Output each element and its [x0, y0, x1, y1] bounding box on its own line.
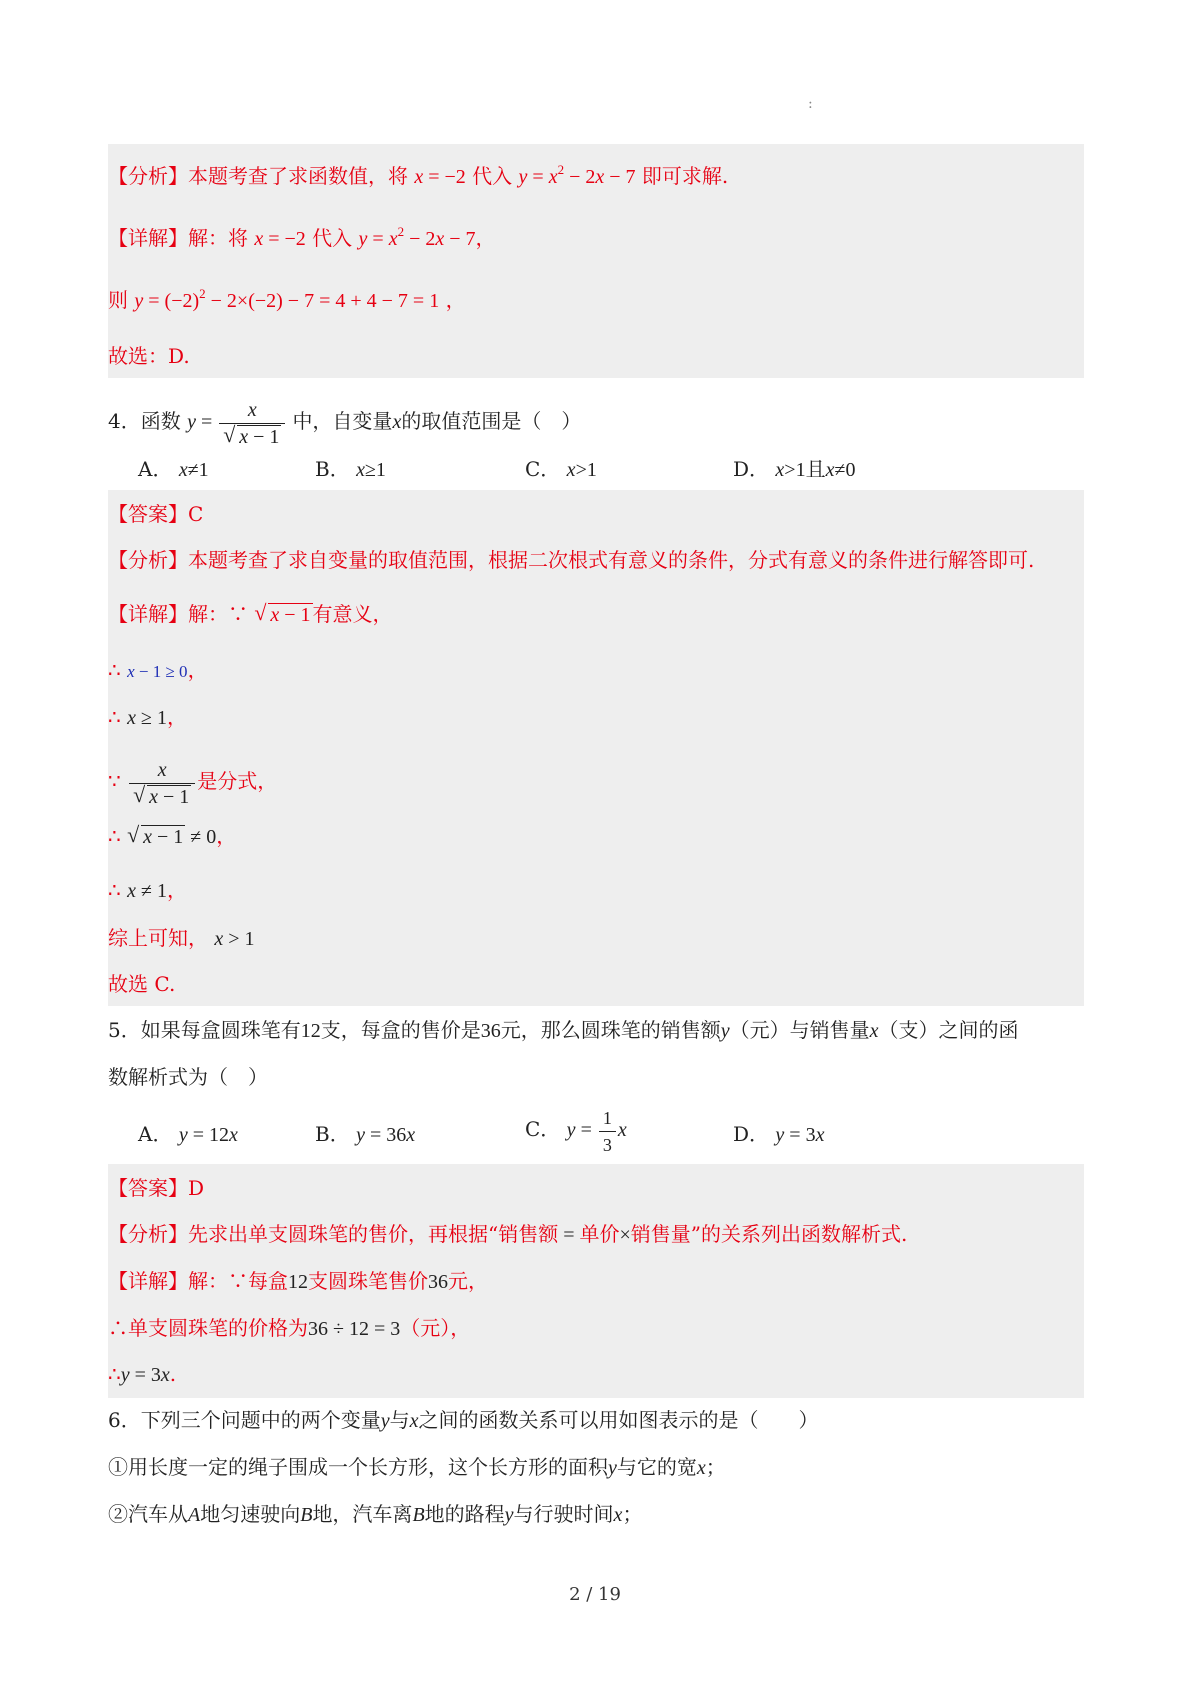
q6-item-2: ②汽车从A地匀速驶向B地，汽车离B地的路程y与行驶时间x；: [108, 1502, 643, 1526]
q4-option-b: B． x≥1: [315, 457, 386, 481]
q4-step-4: ∴ √ x − 1 ≠ 0，: [108, 822, 236, 851]
q5-answer: 【答案】D: [108, 1176, 205, 1200]
q5-stem-line1: 5．如果每盒圆珠笔有12支，每盒的售价是36元，那么圆珠笔的销售额y（元）与销售量x（支）之间的函: [108, 1018, 1019, 1042]
q4-stem: 4．函数 y = x √ x − 1 中，自变量x的取值范围是（ ）: [108, 398, 581, 449]
q4-conclusion: 综上可知， x > 1: [108, 926, 255, 950]
prev-choice-line: 故选：D.: [108, 344, 190, 368]
q5-step-1: ∴单支圆珠笔的价格为36 ÷ 12 = 3（元），: [108, 1316, 471, 1340]
q5-step-2: ∴y = 3x.: [108, 1362, 177, 1386]
q4-step-1: ∴ x − 1 ≥ 0，: [108, 658, 208, 682]
q4-detail: 【详解】解：∵ √ x − 1 有意义，: [108, 600, 393, 629]
q5-stem-line2: 数解析式为（ ）: [108, 1065, 268, 1089]
prev-analysis-line: 【分析】本题考查了求函数值，将 x = −2 代入 $y = x^2 - 2x - 7$ 即可求解.: [108, 162, 729, 188]
q4-answer: 【答案】C: [108, 502, 204, 526]
prev-detail-line: 【详解】解：将 x = −2 代入 $y = x^2 - 2x - 7$，: [108, 224, 496, 250]
q5-option-d: D． y = 3x: [733, 1122, 825, 1146]
q4-step-2: ∴ x ≥ 1，: [108, 705, 187, 729]
q5-detail: 【详解】解：∵每盒12支圆珠笔售价36元，: [108, 1269, 488, 1293]
q4-option-c: C． x>1: [525, 457, 597, 481]
q5-option-c: C． y = $\frac{1}{3}$ x: [525, 1108, 627, 1155]
q4-option-a: A． x≠1: [138, 457, 209, 481]
q5-option-b: B． y = 36x: [315, 1122, 416, 1146]
q6-stem: 6．下列三个问题中的两个变量y与x之间的函数关系可以用如图表示的是（ ）: [108, 1408, 819, 1432]
page-mark: :: [808, 96, 813, 112]
prev-step-line: 则 $y = (-2)^2 - 2\times(-2) - 7 = 4 + 4 - 7 = 1$ ，: [108, 286, 466, 312]
page-number: 2 / 19: [569, 1584, 621, 1605]
q4-choice: 故选 C.: [108, 972, 176, 996]
q4-step-3: ∵ x √ x − 1 是分式，: [108, 758, 277, 809]
q4-option-d: D． x>1且x≠0: [733, 457, 856, 481]
q4-step-5: ∴ x ≠ 1，: [108, 878, 187, 902]
q5-option-a: A． y = 12x: [138, 1122, 238, 1146]
q5-analysis: 【分析】先求出单支圆珠笔的售价，再根据“销售额 = 单价×销售量”的关系列出函数解析式.: [108, 1222, 908, 1246]
q6-item-1: ①用长度一定的绳子围成一个长方形，这个长方形的面积y与它的宽x；: [108, 1455, 726, 1479]
q4-analysis: 【分析】本题考查了求自变量的取值范围，根据二次根式有意义的条件，分式有意义的条件进行解答即可.: [108, 548, 1035, 572]
